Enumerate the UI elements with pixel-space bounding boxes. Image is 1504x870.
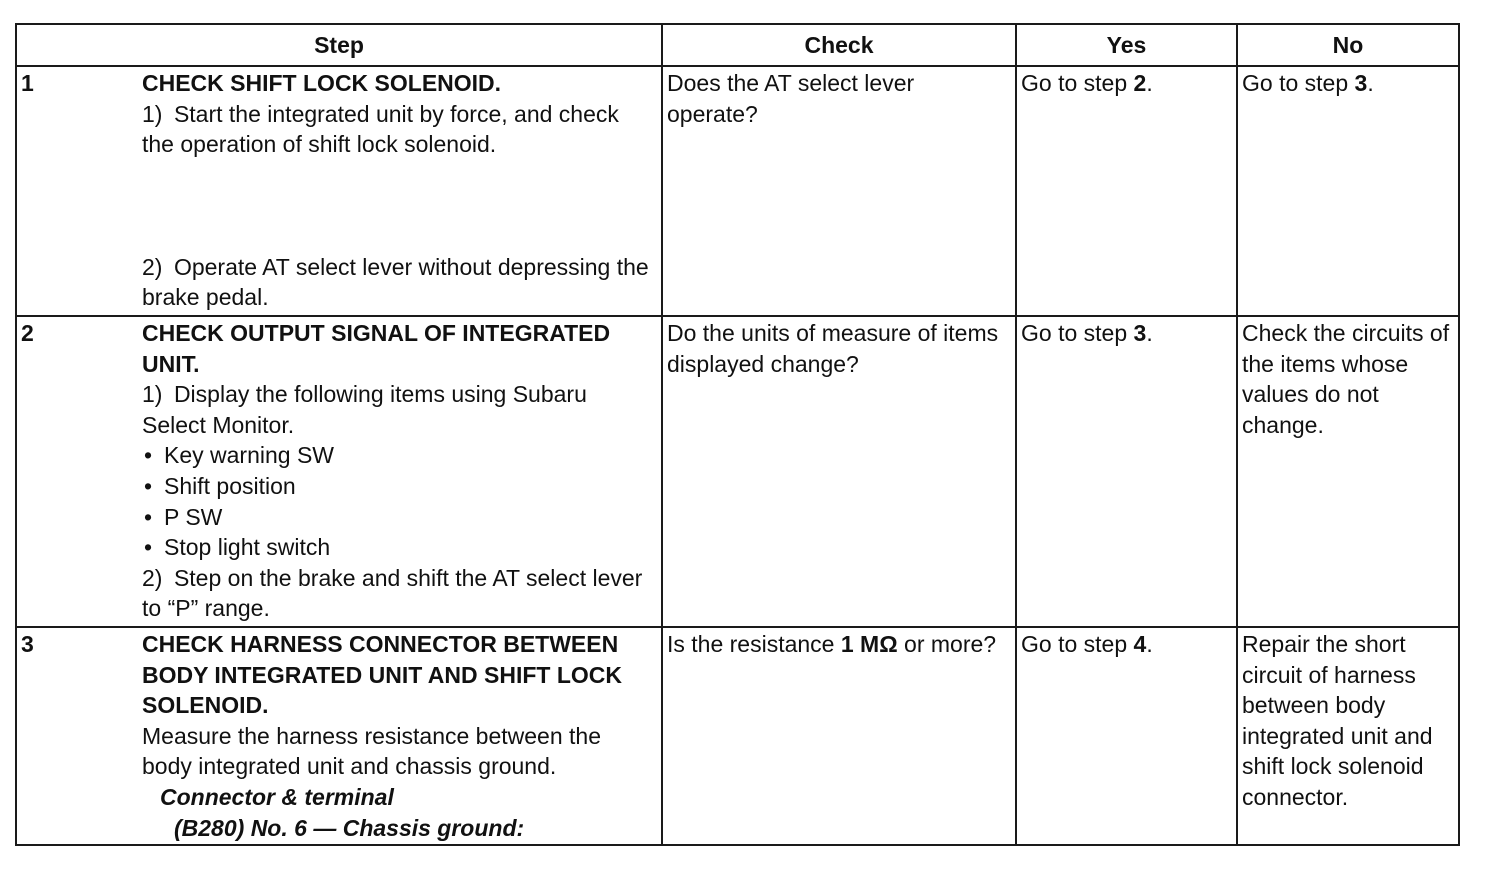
check-question: Do the units of measure of items displayed change?	[667, 320, 999, 377]
step-cell	[16, 66, 662, 316]
header-check: Check	[662, 24, 1016, 66]
yes-text-end: .	[1146, 320, 1153, 346]
step-instruction: 1) Start the integrated unit by force, and check the operation of shift lock solenoid.	[142, 100, 619, 158]
yes-text: Go to step	[1021, 320, 1134, 346]
header-no: No	[1237, 24, 1459, 66]
check-cell	[662, 627, 1016, 845]
yes-cell	[1016, 316, 1237, 627]
spec-line: (B280) No. 6 — Chassis ground:	[174, 814, 525, 841]
step-heading: CHECK HARNESS CONNECTOR BETWEEN BODY INTEGRATED UNIT AND SHIFT LOCK SOLENOID.	[142, 631, 623, 719]
no-step-ref: 3	[1354, 70, 1368, 96]
step-heading: CHECK SHIFT LOCK SOLENOID.	[142, 70, 502, 96]
header-step: Step	[16, 24, 662, 66]
yes-text: Go to step	[1021, 70, 1134, 96]
no-text: Repair the short circuit of harness between body integrated unit and shift lock solenoid connector.	[1242, 631, 1433, 810]
step-instruction: 1) Display the following items using Subaru Select Monitor.	[142, 381, 587, 438]
step-instruction: Measure the harness resistance between the body integrated unit and chassis ground.	[142, 722, 601, 780]
step-instruction: 2) Step on the brake and shift the AT select lever to “P” range.	[142, 564, 643, 622]
yes-step-ref: 2	[1133, 70, 1147, 96]
no-cell	[1237, 627, 1459, 845]
no-text-end: .	[1367, 70, 1374, 96]
blank-space	[142, 160, 657, 252]
check-question: Does the AT select lever operate?	[667, 70, 915, 127]
check-cell	[662, 316, 1016, 627]
step-cell	[16, 316, 662, 627]
check-question-end: or more?	[897, 631, 997, 657]
no-text: Go to step	[1242, 70, 1355, 96]
yes-text: Go to step	[1021, 631, 1134, 657]
spec-title: Connector & terminal	[160, 783, 394, 810]
header-row	[16, 24, 1459, 66]
header-yes: Yes	[1016, 24, 1237, 66]
step-number: 2	[21, 320, 34, 346]
table-row	[16, 66, 1459, 316]
table-row	[16, 316, 1459, 627]
no-cell	[1237, 66, 1459, 316]
list-item: • Key warning SW	[142, 440, 657, 471]
list-item: • P SW	[142, 502, 657, 533]
check-value: 1 MΩ	[840, 631, 898, 657]
no-text: Check the circuits of the items whose values do not change.	[1242, 320, 1450, 438]
yes-text-end: .	[1146, 70, 1153, 96]
yes-cell	[1016, 627, 1237, 845]
check-question: Is the resistance	[667, 631, 841, 657]
step-number: 3	[21, 631, 34, 657]
yes-step-ref: 4	[1133, 631, 1147, 657]
diagnostic-table	[15, 23, 1460, 846]
check-cell	[662, 66, 1016, 316]
yes-cell	[1016, 66, 1237, 316]
yes-text-end: .	[1146, 631, 1153, 657]
step-instruction: 2) Operate AT select lever without depressing the brake pedal.	[142, 253, 649, 311]
step-heading: CHECK OUTPUT SIGNAL OF INTEGRATED UNIT.	[142, 320, 611, 377]
step-cell	[16, 627, 662, 845]
list-item: • Stop light switch	[142, 532, 657, 563]
table-row	[16, 627, 1459, 845]
step-number: 1	[21, 70, 34, 96]
no-cell	[1237, 316, 1459, 627]
list-item: • Shift position	[142, 471, 657, 502]
yes-step-ref: 3	[1133, 320, 1147, 346]
